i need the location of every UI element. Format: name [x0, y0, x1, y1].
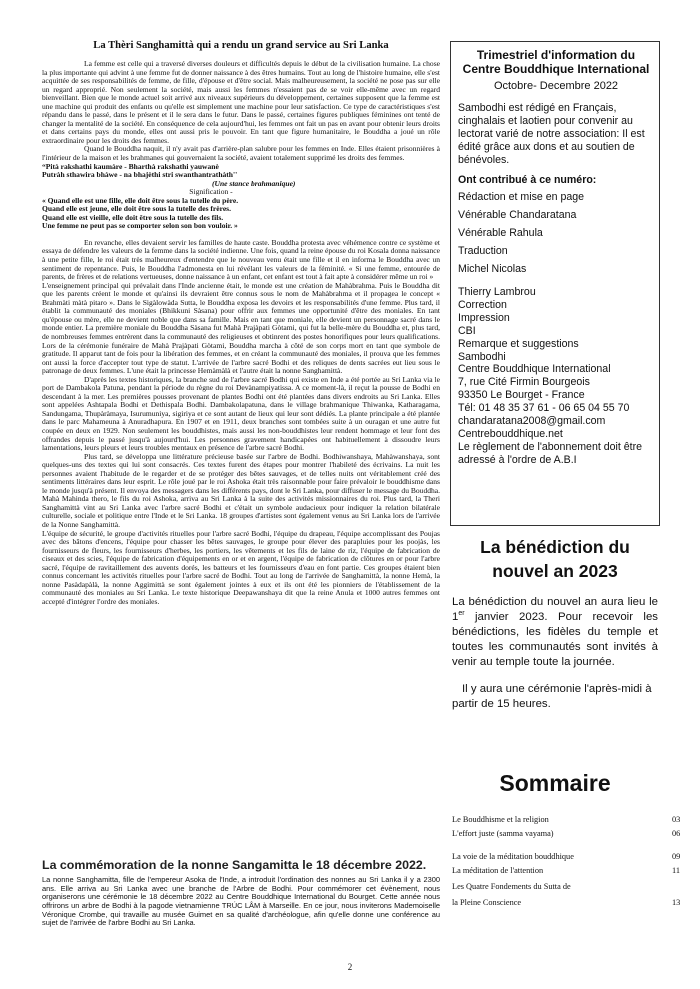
info-box	[450, 41, 660, 526]
box-line-redaction: Rédaction et mise en page	[458, 191, 585, 204]
box-line-centre: Centre Bouddhique International	[458, 363, 611, 376]
toc-label: Les Quatre Fondements du Sutta de	[452, 882, 571, 892]
box-line-address: 7, rue Cité Firmin Bourgeois	[458, 376, 590, 389]
box-line-sambodhi: Sambodhi	[458, 350, 506, 363]
article-paragraph-5: D'après les textes historiques, la branche sud de l'arbre sacré Bodhi qui existe en Inde a été portée au Sri Lanka via le port de Dambakola Patuna, pendant la période du règne du roi Devànampiyatissa. A ce moment-là, il reçut la pousse de Bodhi en descendant à la mer. Les premières pousses provenant de plantes Bodhi ont été plantées dans divers endroits au Sri Lanka. Elles sont appelées Ashtapala Bodhi et Dethispala Bodhi. Dambakolapatuna, dans le village brahmanique Thiwanka, Katharagama, Sandungama, Thupàràmaya, Isurumuniya, sigiriya et ce sont autant de lieux qui leur sont dédiés. La plante principale a été plantée dans le parc Mahameuna à Anuradhapura. En 1907 et en 1911, deux branches sont tombées suite à un ouragan et une autre fut coupée en deux en 1929. Non seulement les bouddhistes, mais aussi les non-bouddhistes leur rendent hommage et leur font des offrandes depuis le passé jusqu'à aujourd'hui. Les personnes gravement handicapées ont habituellement à dissoudre leurs lamentations, leurs pleurs et leurs troubles mentaux en présence de l'arbre sacré Bodhi.	[42, 374, 440, 453]
sommaire-title: Sommaire	[499, 770, 611, 796]
box-line-email[interactable]: chandaratana2008@gmail.com	[458, 415, 606, 428]
box-line-cbi: CBI	[458, 324, 476, 337]
commemoration-text: La nonne Sanghamitta, fille de l'empereur Asoka de l'Inde, a introduit l'ordination des nonnes au Sri Lanka il y a 2300 ans. Elle arriva au Sri Lanka avec une branche de l'Arbre de Bodhi. Pour commémorer cet évènement, nous organiserons une cérémonie le 18 décembre 2022 au Centre Bouddhique International du Bourget. Cette année nous offrirons un arbre de Bodhi à la pagode vietnamienne TRÚC LÂM à Marseille. En ce jour, nous inviterons Mademoiselle Véronique Crombe, qui travaille au musée Guimet en sa qualité d'archéologue, afin qu'elle donne une conférence au sujet de l'arrivée de l'arbre Bodhi au Sri Lanka.	[42, 875, 440, 928]
signification-line-1: « Quand elle est une fille, elle doit être sous la tutelle du père.	[42, 195, 239, 205]
toc-label: la Pleine Conscience	[452, 898, 522, 908]
toc-label: L'effort juste (samma vayama)	[452, 829, 554, 839]
toc-page: 06	[672, 829, 681, 839]
toc-label: La voie de la méditation bouddhique	[452, 851, 574, 861]
verse-source: (Une stance brahmanique)	[212, 178, 296, 188]
verse-line-2: Putràh sthawira bhàwe - na bhajèthi stri swanthantrathàth''	[42, 170, 238, 180]
newsletter-title: Trimestriel d'information du Centre Bouddhique International	[462, 48, 650, 76]
blessing-text-sup: er	[458, 610, 465, 618]
signification-line-2: Quand elle est jeune, elle doit être sous la tutelle des frères.	[42, 204, 231, 214]
box-line-remarque: Remarque et suggestions	[458, 337, 579, 350]
toc-item[interactable]	[452, 829, 688, 840]
box-line-subscription: Le règlement de l'abonnement doit être adressé à l'ordre de A.B.I	[458, 440, 643, 466]
toc-label: Le Bouddhisme et la religion	[452, 815, 549, 824]
blessing-ceremony-text: Il y aura une cérémonie l'après-midi à partir de 15 heures.	[452, 683, 652, 710]
box-line-chandaratana: Vénérable Chandaratana	[458, 209, 577, 222]
table-of-contents	[452, 815, 688, 910]
blessing-title: La bénédiction du nouvel an 2023	[480, 537, 630, 581]
article-paragraph-4: L'enseignement principal qui prévalait dans l'Inde ancienne était, le monde est une création de Mahàbrahma. Puis le Bouddha dit que les parents créent le monde et qu'ainsi ils devraient être connus sous le nom de Mahàbrahma et il propagea le concept « Brahmàti màtà pitaro ». Dans le Sigàlowàda Sutta, le Bouddha exposa les devoirs et les responsabilités d'une femme. Plus tard, il établit la communauté des moniales (Bhikkuni Sàsana) pour offrir aux femmes une opportunité d'être des moniales. En tant qu'épouse ou mère, elle ne devient noble que dans sa famille. Mais en tant que moniale, elle devient un personnage sacré dans le monde entier. La première moniale du Bouddha Sàsana fut Mahà Prajàpati Gòtami, qui fut la belle-mère du Bouddha et, plus tard, de nombreuses femmes entrèrent dans la communauté des religieuses et obtinrent des postes honorifiques pour leurs qualifications. Lors de la cérémonie funéraire de Mahà Prajàpati Gòtami, Bouddha marcha à côté de son corps mort en tant que symbole de gratitude. Il apparut tant de fois pour la libération des femmes, et en créant la communauté des moniales, il prouva que les femmes ont aussi la force d'accepter tout type de statut. L'arrivée de l'arbre sacré Bodhi et des reliques de dents sacrées eut lieu sous le patronage de deux femmes. L'une était la princesse Hemàmàlà et l'autre était la nonne Sanghamittà.	[42, 280, 440, 376]
article-title: La Thèri Sanghamittà qui a rendu un grand service au Sri Lanka	[93, 40, 389, 51]
box-line-thierry-lambrou: Thierry Lambrou	[458, 285, 536, 298]
toc-item[interactable]	[452, 866, 688, 877]
newsletter-dates: Octobre- Decembre 2022	[493, 80, 619, 92]
box-line-traduction: Traduction	[458, 245, 508, 258]
toc-page: 09	[672, 851, 681, 861]
article-paragraph-1: La femme est celle qui a traversé diverses douleurs et difficultés depuis le début de la civilisation humaine. La chose la plus importante qui advint à une femme fut de donner naissance à des êtres humains. Tout au long de l'histoire humaine, elle s'est acquittée de ses responsabilités de femme, de fille, d'épouse et d'être social. Mais malheureusement, la société ne pose pas sur elle un regard approprié. Non seulement la société, mais aussi les femmes n'essaient pas de se voir elle-même avec un regard bienveillant. Bien que le monde actuel soit arrivé aux niveaux supérieurs du développement, certaines supposent que la femme est une machine qui produit des enfants ou qu'elle est simplement une machine pour leur satisfaction. Ce type de caractéristiques s'est répandu dans le passé, dans le présent et il le sera dans le futur. Dans le passé, certaines figures publiques féminines ont tenté de changer la mentalité de la société. En conséquence de cela aujourd'hui, les femmes ont fait un pas en avant pour obtenir leurs droits et dans certains pays du monde, elles ont aussi pris le pouvoir. En tant que figure humanitaire, le Bouddha a joué un rôle extraordinaire pour les droits des femmes.	[42, 59, 440, 145]
commemoration-title: La commémoration de la nonne Sangamitta le 18 décembre 2022.	[42, 858, 427, 872]
blessing-text-b: janvier 2023. Pour recevoir les bénédictions, les fidèles du temple et toutes les communautés sont invités à venir au temple toute la journée.	[452, 611, 658, 668]
verse-line-1: “Pità rakshathi kaumàre - Bharthà rakshathi yauwanè	[42, 161, 219, 171]
signification-label: Signification -	[189, 187, 233, 197]
box-line-michel-nicolas: Michel Nicolas	[458, 263, 527, 276]
box-line-phone: Tél: 01 48 35 37 61 - 06 65 04 55 70	[458, 402, 630, 415]
box-line-correction: Correction	[458, 298, 507, 311]
article	[42, 40, 440, 606]
page-number: 2	[347, 962, 353, 972]
article-paragraph-7: L'équipe de sécurité, le groupe d'activités rituelles pour l'arbre sacré Bodhi, l'équipe du drapeau, l'équipe accomplissant des Poujas avec des bâtons d'encens, l'équipe pour chasser les bêtes sauvages, le groupe pour élever des parapluies pour les poojàs, les fournisseurs de fleurs, les fournisseurs d'herbes, les portiers, les vêtements et les fils de laine de riz, l'équipe de fabrication de ciseaux et des scies, l'équipe de fabrication d'équipements en or et en argent, l'équipe de fabrication de clôtures en or pour l'arbre sacré, l'équipe de ravitaillement des auvents dorés, les batteurs et les fournisseurs d'eau en font partie. Ces groupes étaient bien connus concernant les activités rituelles pour l'arbre sacré de Bodhi. Tout au long de l'arrivée de Sanghamittà, la nonne Hemà, la nonne Pasàdapàlà, la nonne Aggimittà se sont également jointes à eux et ils ont été les pionniers de l'établissement de la communauté des moniales au Sri Lanka. Le texte historique Deepawanshaya dit que la reine Anula et 1000 autres femmes ont accepté d'intégrer l'ordre des moniales.	[42, 528, 440, 606]
box-line-rahula: Vénérable Rahula	[458, 227, 543, 240]
blessing-text	[452, 595, 658, 670]
box-line-city: 93350 Le Bourget - France	[458, 389, 585, 402]
toc-item[interactable]	[452, 852, 688, 863]
article-paragraph-3: En revanche, elles devaient servir les familles de haute caste. Bouddha protesta avec véhémence contre ce système et essaya de défendre les valeurs de la femme dans la société indienne. Une fois, quand la reine épouse du roi Kosala donna naissance à une petite fille, le roi était très malheureux d'entendre que le nouveau venu était une fille et il en informa le Bouddha avec un sentiment de repentance. Puis, le Bouddha l'admonesta en lui révélant les valeurs de la féminité. « Si une femme, entourée de parents, de frères et de relations vertueuses, donne naissance à un enfant, cet enfant est tout à fait apte à considérer même un roi »	[42, 237, 440, 282]
contributors-label: Ont contribué à ce numéro:	[458, 173, 597, 186]
toc-label: La méditation de l'attention	[452, 865, 544, 875]
signification-line-3: Quand elle est vieille, elle doit être sous la tutelle des fils.	[42, 212, 224, 222]
toc-item[interactable]	[452, 882, 688, 893]
article-paragraph-6: Plus tard, se développa une littérature précieuse basée sur l'arbre de Bodhi. Bodhiwanshaya, Mahàwanshaya, sont quelques-uns des textes qui lui sont consacrés. Ces textes furent des étapes pour montrer l'habileté des écrivains. La nuit les personnes avaient l'habitude de le regarder et de se protéger des bêtes sauvages, et de telles nuits ont véritablement créé des sentiments littéraires dans leur esprit. Le rôle joué par le roi Ashoka était très raisonnable pour faire prévaloir le bouddhisme dans le monde jusqu'à présent. Il envoya des messagers dans les différents pays, dont le Sri Lanka, pour diffuser le message du Bouddha. Mahà Mahinda thero, le fils du roi Ashoka, arriva au Sri Lanka à la suite des activités missionnaires du roi. Plus tard, la Theri Sanghamittà vint au Sri Lanka avec l'arbre sacré Bodhi et c'était un symbole audacieux pour indiquer la relation bilatérale culturelle, sociale et politique entre l'Inde et le Sri Lanka. 18 groupes d'artistes sont également venus au Sri Lanka lors de l'arrivée de la Nonne Sanghamittà.	[42, 451, 440, 529]
blessing-text-a: La bénédiction du nouvel an aura lieu le 1	[452, 596, 658, 623]
toc-page: 11	[672, 865, 680, 875]
article-paragraph-2: Quand le Bouddha naquit, il n'y avait pas d'arrière-plan salubre pour les femmes en Inde. Elles étaient prisonnières à l'intérieur de la maison et les brahmanes qui gouvernaient la société, avaient totalement supprimé les droits des femmes.	[42, 144, 440, 163]
newsletter-intro: Sambodhi est rédigé en Français, cinghalais et laotien pour convenir au lectorat varié de notre association: Il est édité grâce aux dons et au soutien de bénévoles.	[458, 102, 645, 166]
contributors-list	[458, 191, 654, 466]
box-line-impression: Impression	[458, 311, 510, 324]
commemoration-section	[42, 858, 440, 928]
toc-page	[672, 882, 688, 893]
toc-page: 03	[672, 815, 681, 824]
toc-item[interactable]	[452, 898, 688, 909]
signification-line-4: Une femme ne peut pas se comporter selon son bon vouloir. »	[42, 221, 238, 231]
box-line-website[interactable]: Centrebouddhique.net	[458, 427, 563, 440]
toc-item[interactable]	[452, 815, 688, 826]
toc-page: 13	[672, 898, 681, 908]
